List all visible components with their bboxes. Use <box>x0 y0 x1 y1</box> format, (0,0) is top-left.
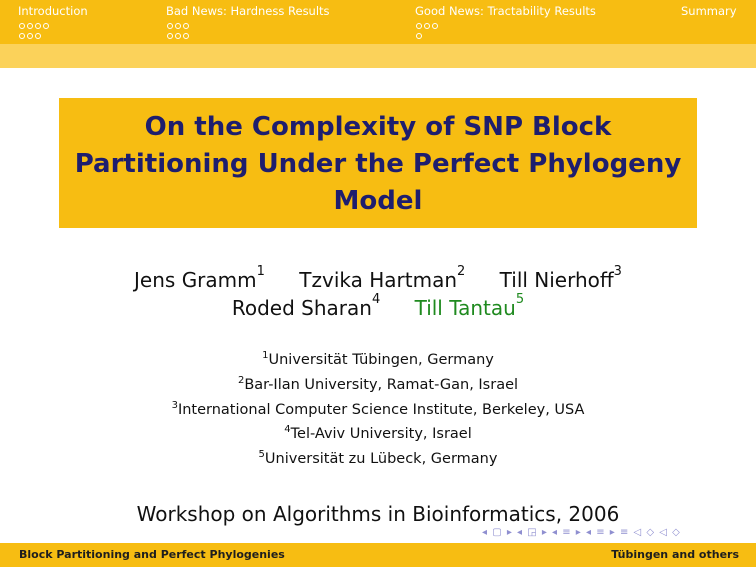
subsection-dot[interactable] <box>35 23 41 29</box>
footer-bar <box>0 543 756 567</box>
affiliation-1 <box>0 352 756 368</box>
affiliation-text: Bar-Ilan University, Ramat-Gan, Israel <box>244 377 519 393</box>
subsection-dot[interactable] <box>175 33 181 39</box>
subsection-dot[interactable] <box>35 33 41 39</box>
subsection-dot[interactable] <box>175 23 181 29</box>
author-name: Tzvika Hartman <box>299 268 458 292</box>
author-mark: 5 <box>515 292 525 307</box>
affiliation-text: Tel-Aviv University, Israel <box>290 426 472 442</box>
footer-institute: Tübingen and others <box>611 548 739 561</box>
subsection-dot[interactable] <box>19 33 25 39</box>
affiliation-mark: 4 <box>284 424 291 435</box>
nav-dots-good-news-row1 <box>416 23 440 29</box>
nav-section-introduction[interactable]: Introduction <box>18 4 88 18</box>
author-mark: 3 <box>613 264 622 279</box>
author-name: Jens Gramm <box>134 268 257 292</box>
nav-dots-introduction-row2 <box>19 33 43 39</box>
nav-dots-bad-news-row1 <box>167 23 191 29</box>
venue-line: Workshop on Algorithms in Bioinformatics, 2006 <box>136 502 620 526</box>
nav-dots-good-news-row2 <box>416 33 424 39</box>
affiliation-mark: 2 <box>237 375 245 386</box>
nav-dots-introduction-row1 <box>19 23 51 29</box>
footer-short-title: Block Partitioning and Perfect Phylogenies <box>19 548 285 561</box>
title-box <box>59 98 697 228</box>
affiliation-3 <box>0 402 756 418</box>
nav-section-bad-news[interactable]: Bad News: Hardness Results <box>166 4 330 18</box>
affiliation-text: Universität zu Lübeck, Germany <box>264 451 498 467</box>
subsection-dot[interactable] <box>43 23 49 29</box>
author-name: Till Tantau <box>414 296 516 320</box>
author-sharan <box>231 292 381 320</box>
subsection-dot[interactable] <box>27 23 33 29</box>
presentation-title: On the Complexity of SNP Block Partitioning Under the Perfect Phylogeny Model <box>74 112 682 216</box>
subsection-dot[interactable] <box>183 33 189 39</box>
affiliation-mark: 5 <box>258 449 265 460</box>
subsection-dot[interactable] <box>416 23 422 29</box>
author-mark: 4 <box>371 292 381 307</box>
subsection-dot[interactable] <box>183 23 189 29</box>
subsection-dot[interactable] <box>432 23 438 29</box>
author-mark: 2 <box>457 264 466 279</box>
affiliation-text: International Computer Science Institute, Berkeley, USA <box>177 402 585 418</box>
subsection-dot[interactable] <box>27 33 33 39</box>
affiliation-mark: 1 <box>262 350 269 361</box>
nav-section-summary[interactable]: Summary <box>681 4 737 18</box>
author-nierhoff <box>499 264 622 292</box>
affiliation-5 <box>0 451 756 467</box>
author-gramm <box>134 264 265 292</box>
nav-dots-bad-news-row2 <box>167 33 191 39</box>
authors-line-2 <box>0 292 756 320</box>
section-navigation-bar <box>0 0 756 44</box>
subsection-dot[interactable] <box>416 33 422 39</box>
subsection-dot[interactable] <box>167 23 173 29</box>
subsection-dot[interactable] <box>19 23 25 29</box>
affiliation-mark: 3 <box>171 400 178 411</box>
author-name: Roded Sharan <box>231 296 372 320</box>
affiliation-2 <box>0 377 756 393</box>
author-tantau <box>414 292 525 320</box>
nav-separator-band <box>0 44 756 68</box>
authors-line-1 <box>0 264 756 292</box>
author-mark: 1 <box>256 264 265 279</box>
author-hartman <box>299 264 466 292</box>
affiliation-text: Universität Tübingen, Germany <box>268 352 494 368</box>
author-name: Till Nierhoff <box>499 268 614 292</box>
subsection-dot[interactable] <box>167 33 173 39</box>
affiliation-4 <box>0 426 756 442</box>
subsection-dot[interactable] <box>424 23 430 29</box>
nav-section-good-news[interactable]: Good News: Tractability Results <box>415 4 596 18</box>
beamer-navigation-icons[interactable]: ◂ ▢ ▸ ◂ ◲ ▸ ◂ ≡ ▸ ◂ ≡ ▸ ≡ ◁ ◇ ◁ ◇ <box>482 527 681 538</box>
